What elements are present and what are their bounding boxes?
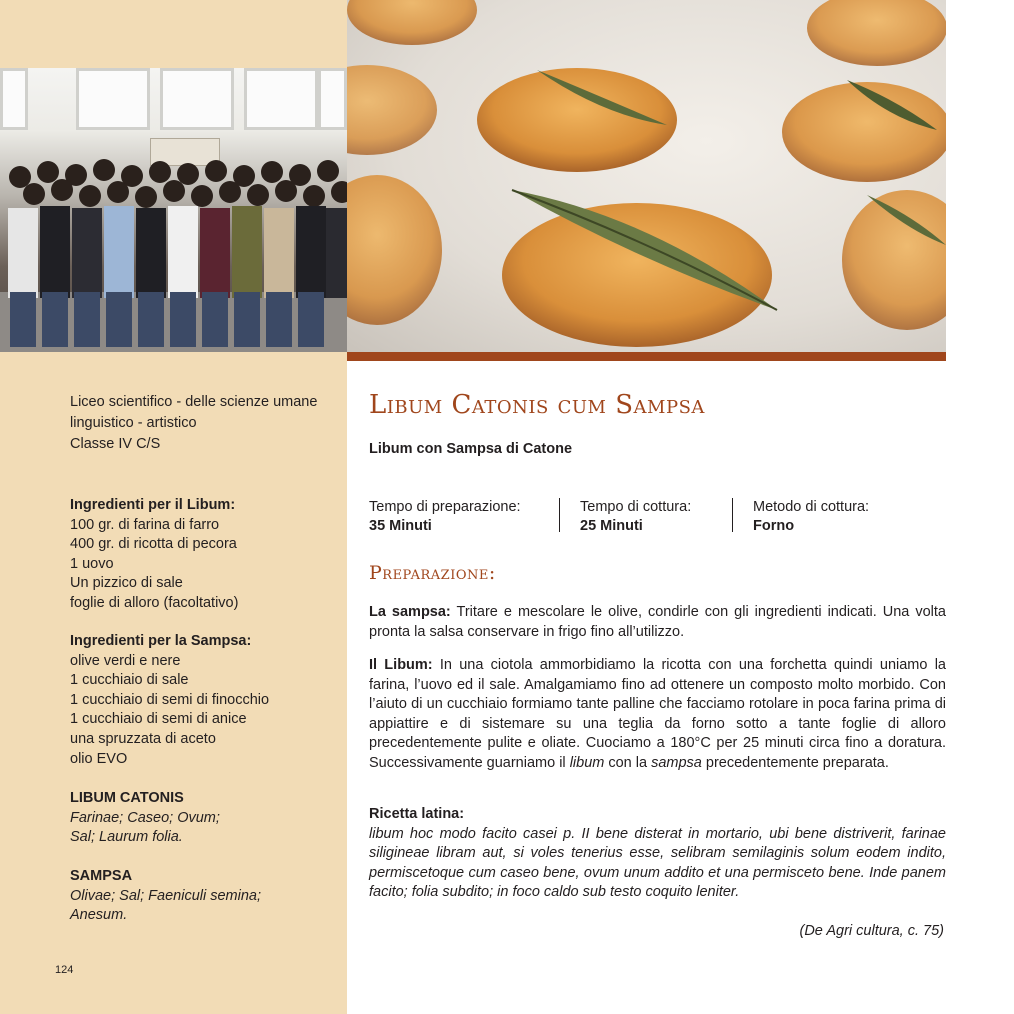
libum-label: Il Libum:: [369, 657, 433, 673]
school-info: [70, 392, 345, 455]
cook-method-label: Metodo di cottura:: [753, 499, 870, 515]
sampsa-text: Tritare e mescolare le olive, condirle con gli ingredienti indicati. Una volta pronta la salsa conservare in frigo fino all’utilizzo.: [369, 604, 946, 640]
recipe-subtitle: Libum con Sampsa di Catone: [369, 441, 573, 457]
sampsa-ingredients-heading: Ingredienti per la Sampsa:: [70, 633, 252, 649]
recipe-times: [369, 498, 946, 536]
list-item: 1 cucchiaio di sale: [70, 672, 189, 689]
citation: (De Agri cultura, c. 75): [799, 923, 944, 939]
latin-recipe-label: Ricetta latina:: [369, 806, 465, 822]
libum-ingredients-heading: Ingredienti per il Libum:: [70, 497, 236, 513]
list-item: olive verdi e nere: [70, 652, 181, 669]
list-item: 100 gr. di farina di farro: [70, 516, 220, 533]
prep-time: [369, 498, 559, 536]
libum-text: In una ciotola ammorbidiamo la ricotta con una forchetta quindi uniamo la farina, l’uovo ed il sale. Amalgamiamo fino ad ottenere un composto molto morbido. Con l’aiuto di un cucchiaio formiamo tante palline che facciamo rotolare in poca farina prima di appiattire e di sistemare su una teglia da forno sotto a tante foglie di alloro precedentemente pulite e oliate. Cuociamo a 180°C per 25 minuti circa fino a doratura. Successivamente guarniamo il: [369, 657, 946, 771]
latin-recipe-text: libum hoc modo facito casei p. II bene disterat in mortario, ubi bene distriverit, farinae siligineae libram aut, si voles tenerius esse, selibram semilaginis solum eodem indito, permiscetoque cum caseo bene, ovum unum addito et una permisceto bene. Inde panem facito; folia subdito; in foco caldo sub testo coquito leniter.: [369, 825, 946, 901]
cook-time: [560, 498, 732, 536]
sampsa-label: La sampsa:: [369, 604, 451, 620]
list-item: 400 gr. di ricotta di pecora: [70, 536, 237, 553]
list-item: una spruzzata di aceto: [70, 730, 216, 747]
school-line-2: linguistico - artistico: [70, 415, 197, 431]
list-item: olio EVO: [70, 750, 128, 767]
list-item: Un pizzico di sale: [70, 575, 183, 592]
libum-food-photo: [347, 0, 946, 352]
cook-method: [733, 498, 869, 536]
latin-libum-ingredients: [70, 789, 345, 848]
latin-sampsa-heading: SAMPSA: [70, 868, 133, 884]
sampsa-ingredients: [70, 632, 345, 769]
list-item: 1 cucchiaio di semi di anice: [70, 711, 247, 728]
school-line-1: Liceo scientifico - delle scienze umane: [70, 394, 318, 410]
list-item: Anesum.: [70, 907, 128, 924]
libum-text: con la: [604, 754, 652, 771]
latin-recipe-paragraph: [369, 805, 946, 903]
page-number: 124: [55, 964, 74, 976]
libum-italic: libum: [569, 754, 605, 771]
sampsa-paragraph: [369, 603, 946, 642]
list-item: Sal; Laurum folia.: [70, 829, 183, 846]
list-item: 1 uovo: [70, 555, 114, 572]
list-item: Farinae; Caseo; Ovum;: [70, 809, 220, 826]
list-item: Olivae; Sal; Faeniculi semina;: [70, 887, 261, 904]
cook-method-value: Forno: [753, 518, 795, 534]
latin-libum-heading: LIBUM CATONIS: [70, 790, 184, 806]
prep-time-value: 35 Minuti: [369, 518, 432, 534]
libum-text: precedentemente preparata.: [701, 754, 889, 771]
cook-time-value: 25 Minuti: [580, 518, 643, 534]
prep-time-label: Tempo di preparazione:: [369, 499, 521, 515]
cook-time-label: Tempo di cottura:: [580, 499, 692, 515]
libum-paragraph: [369, 656, 946, 774]
sampsa-italic: sampsa: [651, 754, 702, 771]
latin-sampsa-ingredients: [70, 867, 345, 926]
class-group-photo: [0, 68, 347, 352]
list-item: foglie di alloro (facoltativo): [70, 594, 239, 611]
list-item: 1 cucchiaio di semi di finocchio: [70, 691, 270, 708]
libum-ingredients: [70, 496, 345, 614]
preparation-heading: Preparazione:: [369, 562, 496, 584]
recipe-title: Libum Catonis cum Sampsa: [369, 390, 705, 420]
accent-bar: [347, 352, 946, 361]
school-class: Classe IV C/S: [70, 436, 161, 452]
